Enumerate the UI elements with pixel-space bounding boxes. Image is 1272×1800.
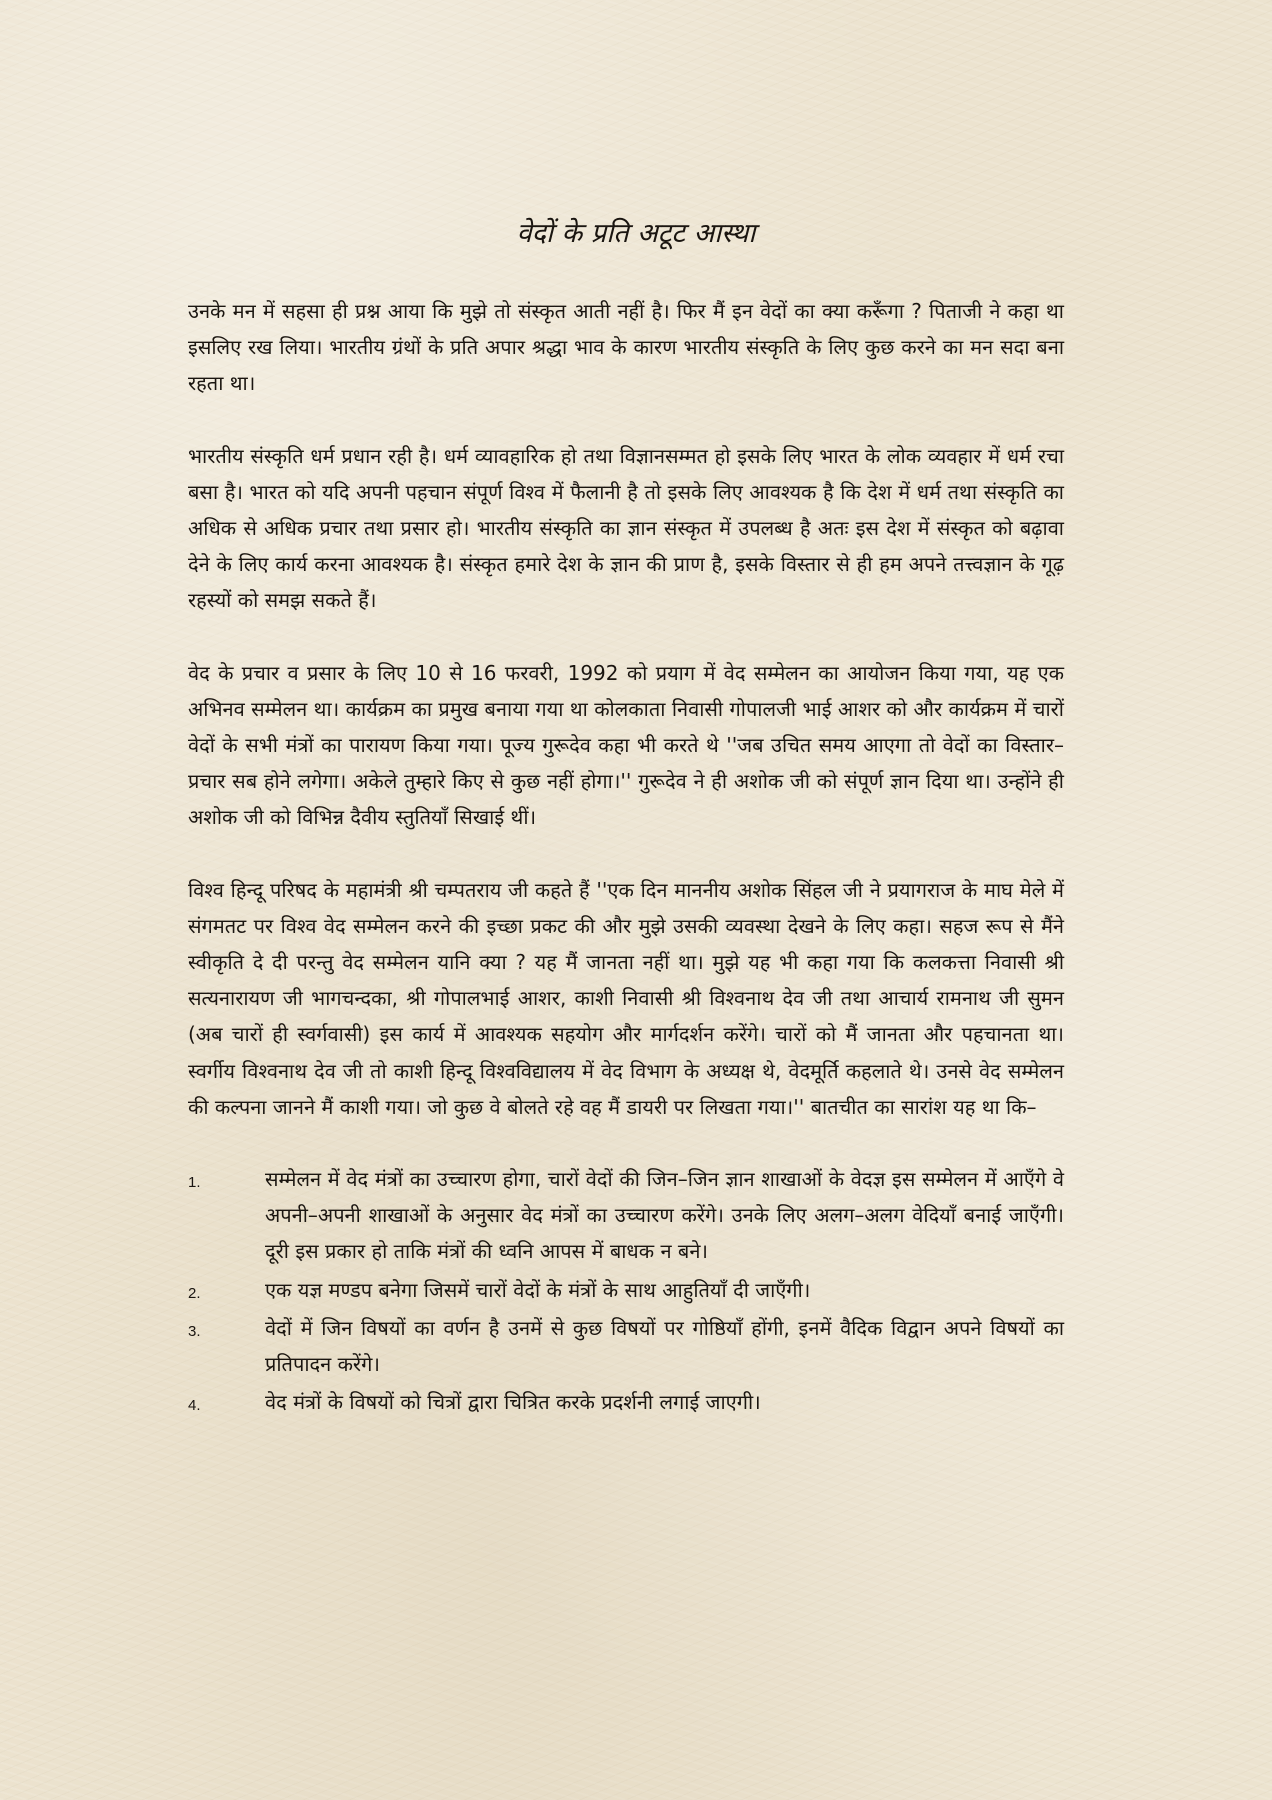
list-item-number: 1. [188,1174,201,1192]
list-item-number: 4. [188,1397,201,1415]
list-item [188,1272,1064,1308]
page-title: वेदों के प्रति अटूट आस्था [516,218,756,249]
list-item [188,1161,1064,1270]
list-item-number: 2. [188,1284,201,1302]
document-body [188,293,1064,1422]
list-item [188,1384,1064,1420]
list-item [188,1310,1064,1382]
list-item-text: वेद मंत्रों के विषयों को चित्रों द्वारा चित्रित करके प्रदर्शनी लगाई जाएगी। [265,1390,761,1415]
summary-list [188,1161,1064,1420]
list-item-text: सम्मेलन में वेद मंत्रों का उच्चारण होगा, चारों वेदों की जिन–जिन ज्ञान शाखाओं के वेदज्ञ इस सम्मेलन में आएँगे वे अपनी–अपनी शाखाओं के अनुसार वेद मंत्रों का उच्चारण करेंगे। उनके लिए अलग–अलग वेदियाँ बनाई जाएँगी। दूरी इस प्रकार हो ताकि मंत्रों की ध्वनि आपस में बाधक न बने। [265,1167,1064,1264]
list-item-text: वेदों में जिन विषयों का वर्णन है उनमें से कुछ विषयों पर गोष्ठियाँ होंगी, इनमें वैदिक विद्वान अपने विषयों का प्रतिपादन करेंगे। [265,1315,1064,1377]
list-item-number: 3. [188,1322,201,1340]
list-item-text: एक यज्ञ मण्डप बनेगा जिसमें चारों वेदों के मंत्रों के साथ आहुतियाँ दी जाएँगी। [265,1277,811,1302]
paragraph-champatrai-quote: विश्व हिन्दू परिषद के महामंत्री श्री चम्पतराय जी कहते हैं ''एक दिन माननीय अशोक सिंहल जी ने प्रयागराज के माघ मेले में संगमतट पर विश्व वेद सम्मेलन करने की इच्छा प्रकट की और मुझे उसकी व्यवस्था देखने के लिए कहा। सहज रूप से मैंने स्वीकृति दे दी परन्तु वेद सम्मेलन यानि क्या ? यह मैं जानता नहीं था। मुझे यह भी कहा गया कि कलकत्ता निवासी श्री सत्यनारायण जी भागचन्दका, श्री गोपालभाई आशर, काशी निवासी श्री विश्वनाथ देव जी तथा आचार्य रामनाथ जी सुमन (अब चारों ही स्वर्गवासी) इस कार्य में आवश्यक सहयोग और मार्गदर्शन करेंगे। चारों को मैं जानता और पहचानता था। स्वर्गीय विश्वनाथ देव जी तो काशी हिन्दू विश्वविद्यालय में वेद विभाग के अध्यक्ष थे, वेदमूर्ति कहलाते थे। उनसे वेद सम्मेलन की कल्पना जानने मैं काशी गया। जो कुछ वे बोलते रहे वह मैं डायरी पर लिखता गया।'' बातचीत का सारांश यह था कि– [188,877,1064,1119]
paragraph-veda-conference: वेद के प्रचार व प्रसार के लिए 10 से 16 फरवरी, 1992 को प्रयाग में वेद सम्मेलन का आयोजन किया गया, यह एक अभिनव सम्मेलन था। कार्यक्रम का प्रमुख बनाया गया था कोलकाता निवासी गोपालजी भाई आशर को और कार्यक्रम में चारों वेदों के सभी मंत्रों का पारायण किया गया। पूज्य गुरूदेव कहा भी करते थे ''जब उचित समय आएगा तो वेदों का विस्तार–प्रचार सब होने लगेगा। अकेले तुम्हारे किए से कुछ नहीं होगा।'' गुरूदेव ने ही अशोक जी को संपूर्ण ज्ञान दिया था। उन्होंने ही अशोक जी को विभिन्न दैवीय स्तुतियाँ सिखाई थीं। [188,660,1064,830]
paragraph-sanskrit-question: उनके मन में सहसा ही प्रश्न आया कि मुझे तो संस्कृत आती नहीं है। फिर मैं इन वेदों का क्या करूँगा ? पिताजी ने कहा था इसलिए रख लिया। भारतीय ग्रंथों के प्रति अपार श्रद्धा भाव के कारण भारतीय संस्कृति के लिए कुछ करने का मन सदा बना रहता था। [188,299,1064,396]
paragraph-indian-culture: भारतीय संस्कृति धर्म प्रधान रही है। धर्म व्यावहारिक हो तथा विज्ञानसम्मत हो इसके लिए भारत के लोक व्यवहार में धर्म रचा बसा है। भारत को यदि अपनी पहचान संपूर्ण विश्व में फैलानी है तो इसके लिए आवश्यक है कि देश में धर्म तथा संस्कृति का अधिक से अधिक प्रचार तथा प्रसार हो। भारतीय संस्कृति का ज्ञान संस्कृत में उपलब्ध है अतः इस देश में संस्कृत को बढ़ावा देने के लिए कार्य करना आवश्यक है। संस्कृत हमारे देश के ज्ञान की प्राण है, इसके विस्तार से ही हम अपने तत्त्वज्ञान के गूढ़ रहस्यों को समझ सकते हैं। [188,443,1064,613]
